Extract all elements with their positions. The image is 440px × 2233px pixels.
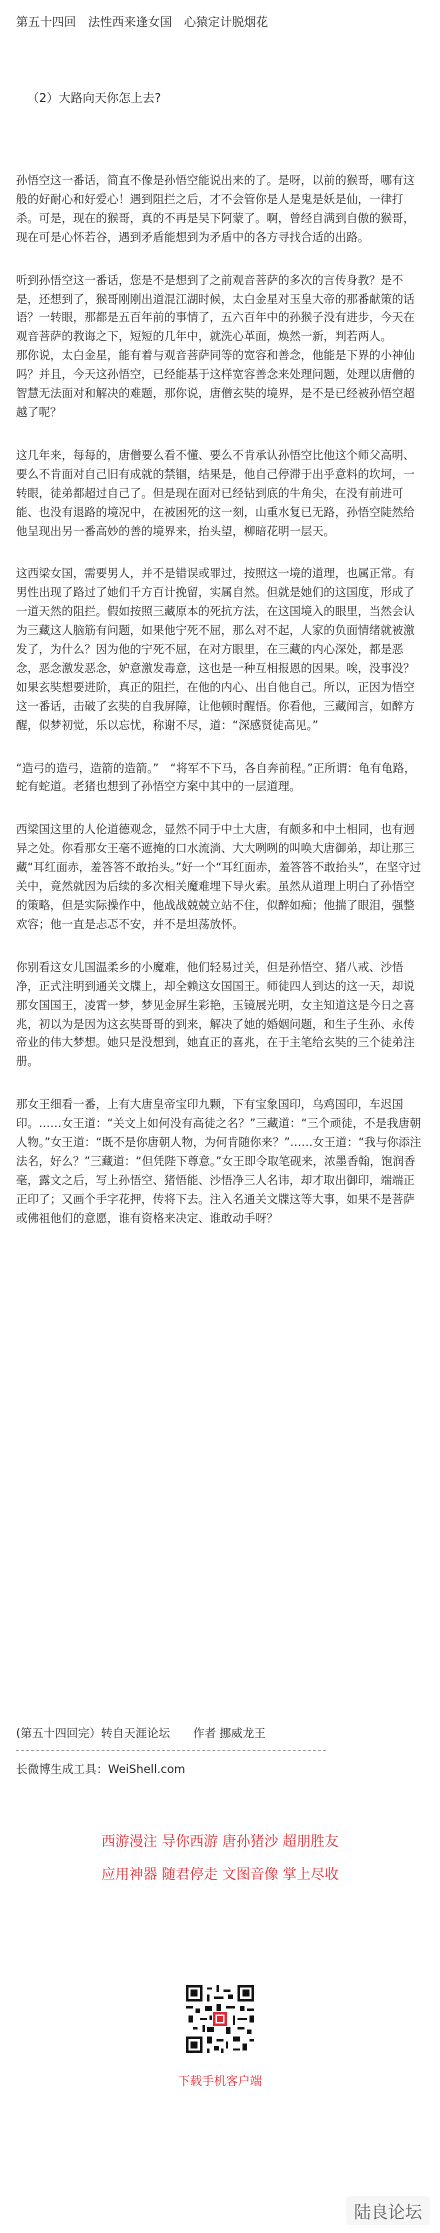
generator-tool-line: 长微博生成工具：WeiShell.com (16, 1762, 186, 1776)
article-body (16, 171, 424, 1252)
paragraph-1: 孙悟空这一番话，简直不像是孙悟空能说出来的了。是呀，以前的猴哥，哪有这般的好耐心和好爱心！遇到阻拦之后，才不会管你是人是鬼是妖是仙，一律打杀。可是，现在的猴哥，真的不再是吴下阿蒙了。啊，曾经自满到自傲的猴哥，现在可是心怀若谷，遇到矛盾能想到为矛盾中的各方寻找合适的出路。 (16, 173, 415, 244)
paragraph-4: 这几年来，每每的，唐僧要么看不懂、要么不肯承认孙悟空比他这个师父高明、要么不肯面对自己旧有成就的禁锢，结果是，他自己停滞于出乎意料的坎坷，一转眼，徒弟都超过自己了。但是现在面对已经钻到底的牛角尖，在没有前进可能、也没有退路的境况中，在被困死的这一刻，山重水复已无路，孙悟空陡然给他呈现出另一番高妙的善的境界来，抬头望，柳暗花明一层天。 (16, 447, 415, 538)
chapter-title: 第五十四回 法性西来逢女国 心猿定计脱烟花 (16, 15, 269, 29)
forum-watermark: 陆良论坛 (346, 2196, 430, 2225)
source-line: (第五十四回完）转自天涯论坛 作者 挪威龙王 (16, 1726, 266, 1740)
paragraph-3: 那你说，太白金星，能有着与观音菩萨同等的宽容和善念，他能是下界的小神仙吗？并且，今天这孙悟空，已经能基于这样宽容善念来处理问题，处理以唐僧的智慧无法面对和解决的难题，那你说，唐僧玄奘的境界，是不是已经被孙悟空超越了呢？ (16, 348, 415, 419)
section-title: （2）大路向天你怎上去? (27, 91, 162, 105)
download-client-link[interactable]: 下载手机客户端 (177, 2074, 262, 2088)
paragraph-5: 这西梁女国，需要男人，并不是错误或罪过，按照这一境的道理，也属正常。有男性出现了路过了她们千方百计挽留，实属自然。但就是她们的这国度，形成了一道天然的阻拦。假如按照三藏原本的死抗方法，在这国境入的眼里，当然会认为三藏这人脑筋有问题，如果他宁死不屈，那么对不起，人家的负面情绪就被激发了，为什么？因为他的宁死不屈，在对方眼里，在三藏的内心深处，都是恶念，恶念激发恶念，妒意激发毒意，这也是一种互相报恩的因果。唉，没事没？如果玄奘想要进阶，真正的阻拦，在他的内心、出自他自己。所以，正因为悟空这一番话，击破了玄奘的自我屏障，让他顿时醒悟。你看他，三藏闻言，如醉方醒，似梦初觉，乐以忘忧，称谢不尽，道：“深感贤徒高见。” (16, 566, 415, 732)
divider (16, 1750, 326, 1751)
paragraph-8: 你别看这女儿国温柔乡的小魔难，他们轻易过关，但是孙悟空、猪八戒、沙悟净，正式注明到通关文牒上，却全赖这女国国王。师徒四人到达的这一天，却说那女国国王，凌霄一梦，梦见金屏生彩艳，玉镜展光明，女主知道这是今日之喜兆，初以为是因为这玄奘哥哥的到来，解决了她的婚姻问题，和生子生孙、永传帝业的伟大梦想。她只是没想到，她直正的喜兆，在于主笔给玄奘的三个徒弟注册。 (16, 959, 415, 1069)
promo-slogan-1: 西游漫注 导你西游 唐孙猪沙 超朋胜友 (101, 1834, 339, 1850)
paragraph-9: 那女王细看一番，上有大唐皇帝宝印九颗，下有宝象国印，乌鸡国印，车迟国印。……女王道：“关文上如何没有高徒之名？”三藏道：“三个顽徒，不是我唐朝人物。”女王道：“既不是你唐朝人物，为何肯随你来？”……女王道：“我与你添注法名，好么？”三藏道：“但凭陛下尊意。”女王即令取笔砚来，浓墨香翰，饱润香毫，露文之后，写上孙悟空、猪悟能、沙悟净三人名讳，却才取出御印，端端正正印了；又画个手字花押，传将下去。注入名通关文牒这等大事，如果不是菩萨或佛祖他们的意愿，谁有资格来决定、谁敢动手呀？ (16, 1097, 422, 1225)
promo-slogan-2: 应用神器 随君停走 文图音像 掌上尽收 (101, 1867, 339, 1883)
paragraph-7: 西梁国这里的人伦道德观念，显然不同于中土大唐，有颇多和中土相同，也有迥异之处。你看那女王毫不遮掩的口水流淌、大大咧咧的叫唤大唐御弟，却让那三藏“耳红面赤，羞答答不敢抬头。”好一个“耳红面赤，羞答答不敢抬头”，在坚守过关中，竟然就因为后续的多次相关魔难埋下导火索。虽然从道理上明白了孙悟空的策略，但是实际操作中，他战战兢兢立站不住，似醉如痴；他揣了眼泪，强整欢容；他一直是忐忑不安，并不是坦荡放怀。 (16, 822, 422, 931)
paragraph-2: 听到孙悟空这一番话，您是不是想到了之前观音菩萨的多次的言传身教？是不是，还想到了，猴哥刚刚出道混江湖时候，太白金星对玉皇大帝的那番献策的话语？一转眼，那都是五百年前的事情了，五六百年中的孙猴子没有进步，今天在观音菩萨的教诲之下，短短的几年中，就洗心革面，焕然一新，判若两人。 (16, 272, 415, 344)
paragraph-6: “造弓的造弓，造箭的造箭。” “将军不下马，各自奔前程。”正所谓：龟有龟路，蛇有蛇道。老猪也想到了孙悟空方案中其中的一层道理。 (16, 760, 416, 794)
qr-code-icon[interactable] (186, 1985, 254, 2053)
